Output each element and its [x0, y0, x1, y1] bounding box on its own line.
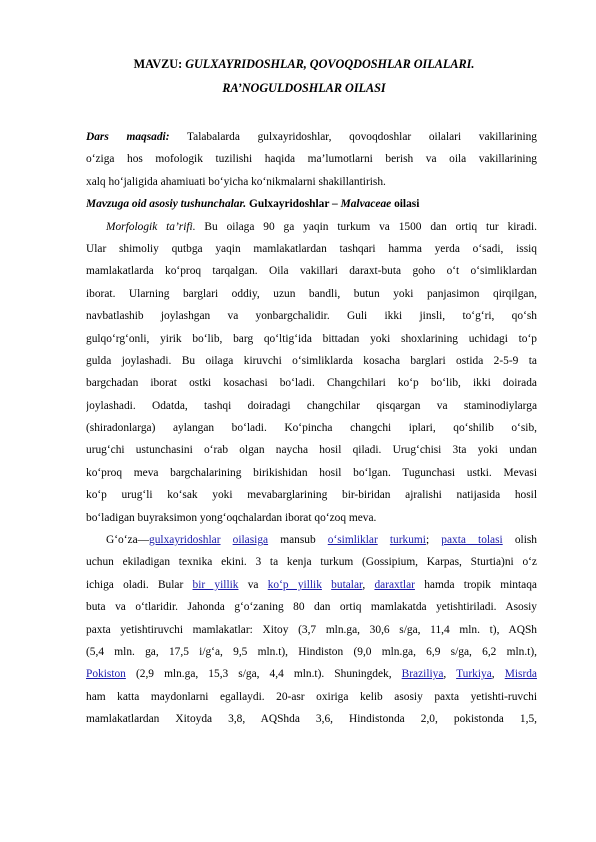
link-turkumi[interactable]: turkumi	[389, 534, 426, 547]
key-concepts-line: Mavzuga oid asosiy tushunchalar. Gulxayridoshlar – Malvaceae oilasi	[86, 198, 420, 211]
body-line: o‘ziga hos mofologik tuzilishi haqida ma’lumotlarni berish va oila vakillarining	[86, 153, 537, 166]
lesson-goal-label: Dars maqsadi:	[86, 131, 170, 143]
cotton-paragraph-line: ichiga oladi. Bular bir yillik va ko‘p yillik butalar, daraxtlar hamda tropik mintaqa	[86, 578, 537, 591]
morphology-line: Morfologik ta’rifi. Bu oilaga 90 ga yaqin turkum va 1500 dan ortiq tur kiradi.	[106, 220, 537, 233]
body-line: (shiradonlarga) aylangan bo‘ladi. Ko‘pincha changchi iplari, qo‘shilib o‘sib,	[86, 422, 537, 435]
link-bir-yillik[interactable]: bir yillik	[192, 578, 239, 591]
link-braziliya[interactable]: Braziliya	[401, 668, 444, 681]
body-line: mamlakatlarda ko‘proq tarqalgan. Oila vakillari daraxt-buta goho o‘t o‘simliklardan	[86, 265, 537, 278]
body-line: Ular shimoliy qutbga yaqin mamlakatlardan tashqari hamma yerda o‘sadi, issiq	[86, 242, 537, 255]
body-line: buta va o‘tlaridir. Jahonda g‘o‘zaning 80 dan ortiq mamlakatda yetishtiriladi. Asosiy	[86, 601, 537, 614]
link-turkiya[interactable]: Turkiya	[456, 668, 492, 681]
topic-title-text: GULXAYRIDOSHLAR, QOVOQDOSHLAR OILALARI.	[185, 57, 475, 71]
lesson-goal-line: Dars maqsadi: Talabalarda gulxayridoshlar, qovoqdoshlar oilalari vakillarining	[86, 131, 537, 143]
body-line: bargchadan iborat ostki kosachasi bo‘ladi. Changchilari ko‘p bo‘lib, ikki doirada	[86, 377, 537, 390]
body-line: mamlakatlardan Xitoyda 3,8, AQShda 3,6, Hindistonda 2,0, pokistonda 1,5,	[86, 713, 537, 726]
body-line: urug‘chi ustunchasini o‘rab olgan naycha hosil qiladi. Urug‘chisi 3ta yoki undan	[86, 444, 537, 457]
topic-title-line-2: RA’NOGULDOSHLAR OILASI	[222, 81, 386, 95]
link-daraxtlar[interactable]: daraxtlar	[374, 578, 415, 591]
body-line: gulqo‘rg‘onli, yirik bo‘lib, barg qo‘ltig‘ida bittadan yoki shoxlarining uchidagi to‘p	[86, 332, 537, 345]
link-gulxayridoshlar[interactable]: gulxayridoshlar	[149, 534, 221, 547]
body-line: joylashadi. Odatda, tashqi doiradagi changchilar qisqargan va staminodiylarga	[86, 399, 537, 412]
key-concepts-label: Mavzuga oid asosiy tushunchalar.	[86, 198, 247, 211]
body-line: ham katta maydonlarni egallaydi. 20-asr oxiriga kelib asosiy paxta yetishti-ruvchi	[86, 690, 537, 703]
body-line: paxta yetishtiruvchi mamlakatlar: Xitoy (3,7 mln.ga, 30,6 s/ga, 11,4 mln. t), AQSh	[86, 623, 537, 636]
link-osimliklar[interactable]: o‘simliklar	[327, 534, 378, 547]
body-line: (5,4 mln. ga, 17,5 i/g‘a, 9,5 mln.t), Hindiston (9,0 mln.ga, 6,9 s/ga, 6,2 mln.t),	[86, 645, 537, 658]
body-line: xalq ho‘jaligida ahamiuati bo‘yicha ko‘nikmalarni shakillantirish.	[86, 175, 386, 188]
body-line: uchun ekiladigan texnika ekini. 3 ta kenja turkum (Gossipium, Karpas, Sturtia)ni o‘z	[86, 556, 537, 569]
cotton-paragraph-line: G‘o‘za—gulxayridoshlar oilasiga mansub o‘simliklar turkumi; paxta tolasi olish	[106, 534, 537, 547]
body-line: gulda joylashadi. Bu oilaga kiruvchi o‘simliklarda kosacha barglari ostida 2-5-9 ta	[86, 354, 537, 367]
link-misrda[interactable]: Misrda	[504, 668, 537, 681]
link-oilasiga[interactable]: oilasiga	[232, 534, 269, 547]
body-line: ko‘proq meva bargchalarining birikishidan hosil bo‘lgan. Tugunchasi ustki. Mevasi	[86, 466, 537, 479]
link-paxta-tolasi[interactable]: paxta tolasi	[441, 534, 503, 547]
morphology-label: Morfologik ta’rifi.	[106, 220, 196, 233]
body-line: bo‘ladigan buyraksimon yong‘oqchalardan iborat qo‘zoq meva.	[86, 511, 377, 524]
link-kop-yillik[interactable]: ko‘p yillik	[267, 578, 322, 591]
latin-family-name: Malvaceae	[340, 198, 392, 211]
body-line: iborat. Ularning barglari oddiy, uzun bandli, butun yoki panjasimon qirqilgan,	[86, 287, 537, 300]
cotton-paragraph-line: Pokiston (2,9 mln.ga, 15,3 s/ga, 4,4 mln.t). Shuningdek, Braziliya, Turkiya, Misrda	[86, 668, 537, 681]
topic-title-line-1	[70, 52, 538, 76]
link-pokiston[interactable]: Pokiston	[86, 668, 126, 681]
document-body	[86, 126, 537, 731]
topic-label: MAVZU:	[133, 57, 183, 71]
link-butalar[interactable]: butalar	[331, 578, 363, 591]
body-line: ko‘p urug‘li ko‘sak yoki mevabarglarining bir-biridan ajralishi natijasida hosil	[86, 489, 537, 502]
body-line: navbatlashib joylashgan va yonbargchalidir. Guli ikki jinsli, to‘g‘ri, qo‘sh	[86, 310, 537, 323]
